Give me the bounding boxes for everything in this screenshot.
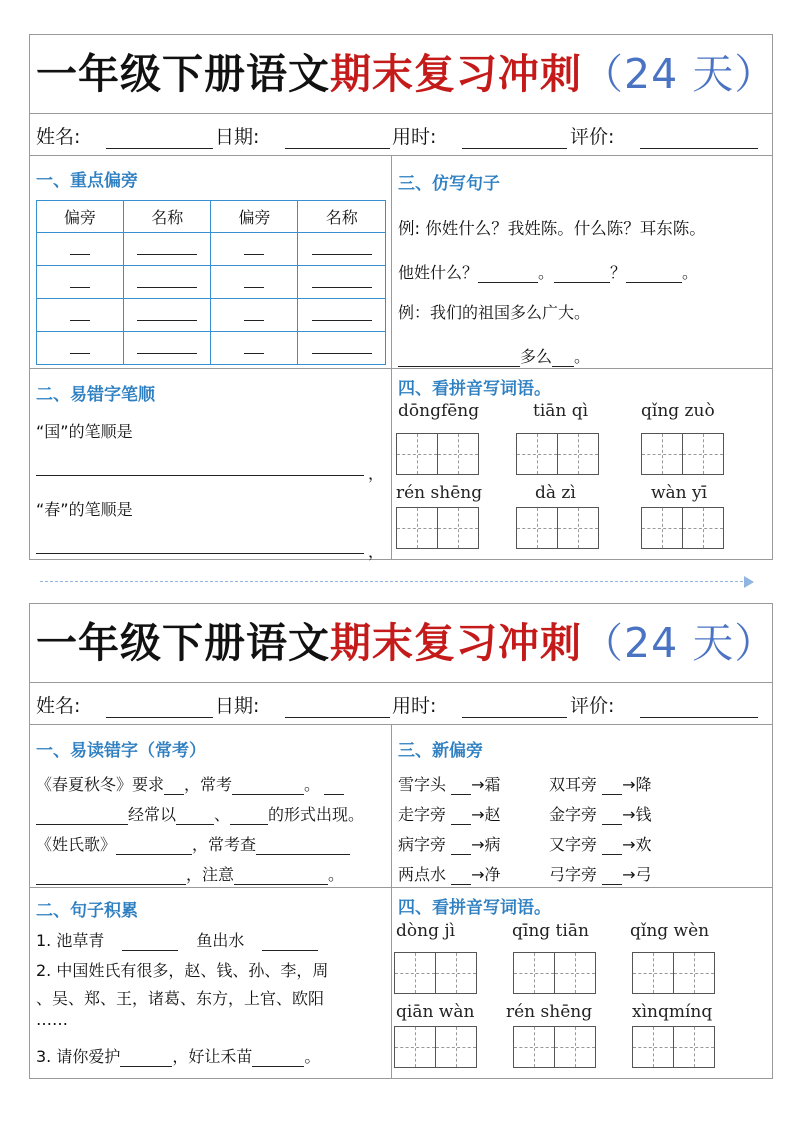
- answer-blank[interactable]: [602, 777, 622, 795]
- time-label: 用时:: [392, 695, 437, 717]
- radical-item: 走字旁 →赵: [398, 805, 501, 824]
- sentence-2-ellipsis: ……: [36, 1010, 68, 1029]
- answer-blank[interactable]: [36, 867, 186, 885]
- worksheet-title: [30, 35, 777, 114]
- answer-cell[interactable]: [211, 332, 298, 365]
- answer-cell[interactable]: [211, 299, 298, 332]
- answer-cell[interactable]: [298, 233, 386, 266]
- stroke-order-prompt: “国”的笔顺是: [36, 422, 133, 441]
- answer-blank[interactable]: [262, 933, 318, 951]
- title-red: 期末复习冲刺: [330, 50, 582, 98]
- table-row: [37, 233, 386, 266]
- name-field[interactable]: [106, 717, 213, 718]
- writing-grid[interactable]: [516, 507, 597, 549]
- answer-blank[interactable]: [164, 777, 184, 795]
- table-row: [37, 332, 386, 365]
- section-heading: 一、易读错字（常考）: [36, 741, 206, 761]
- answer-blank[interactable]: [478, 265, 538, 283]
- answer-blank[interactable]: [234, 867, 328, 885]
- comma: ，: [368, 464, 385, 483]
- worksheet-card-2: [29, 603, 777, 1079]
- radical-item: 双耳旁 →降: [549, 775, 652, 794]
- answer-blank[interactable]: [232, 777, 304, 795]
- grade-label: 评价:: [570, 126, 615, 148]
- radical-item: 雪字头 →霜: [398, 775, 501, 794]
- section-heading: 四、看拼音写词语。: [398, 379, 551, 399]
- answer-cell[interactable]: [298, 266, 386, 299]
- table-header: 偏旁: [211, 201, 298, 233]
- section-heading: 二、易错字笔顺: [36, 385, 155, 405]
- pinyin-label: dōngfēng: [398, 401, 480, 421]
- stroke-order-answer[interactable]: [36, 475, 364, 476]
- section-heading: 三、新偏旁: [398, 741, 483, 761]
- answer-cell[interactable]: [37, 332, 124, 365]
- answer-blank[interactable]: [451, 867, 471, 885]
- column-divider: [391, 724, 392, 1078]
- answer-cell[interactable]: [123, 266, 211, 299]
- radical-item: 又字旁 →欢: [549, 835, 652, 854]
- answer-cell[interactable]: [37, 299, 124, 332]
- time-field[interactable]: [462, 148, 567, 149]
- separator-dashed-line: [40, 581, 748, 582]
- answer-cell[interactable]: [211, 233, 298, 266]
- answer-cell[interactable]: [298, 299, 386, 332]
- answer-cell[interactable]: [123, 233, 211, 266]
- pinyin-label: qǐng zuò: [641, 401, 715, 421]
- pinyin-label: tiān qì: [533, 401, 589, 421]
- arrow-right-icon: [744, 576, 754, 588]
- answer-blank[interactable]: [451, 807, 471, 825]
- title-blue: （24 天）: [582, 50, 777, 98]
- answer-cell[interactable]: [37, 233, 124, 266]
- writing-grid[interactable]: [641, 433, 722, 475]
- table-row: [37, 266, 386, 299]
- time-field[interactable]: [462, 717, 567, 718]
- writing-grid[interactable]: [632, 1026, 713, 1068]
- pinyin-label: dòng jì: [396, 921, 456, 941]
- title-red: 期末复习冲刺: [330, 619, 582, 667]
- answer-blank[interactable]: [324, 777, 344, 795]
- pinyin-label: rén shēng: [506, 1002, 593, 1022]
- name-field[interactable]: [106, 148, 213, 149]
- writing-grid[interactable]: [513, 1026, 594, 1068]
- answer-cell[interactable]: [211, 266, 298, 299]
- time-label: 用时:: [392, 126, 437, 148]
- writing-grid[interactable]: [396, 433, 477, 475]
- imitation-sentence: 他姓什么？ 。 ？ 。: [398, 263, 699, 282]
- pinyin-label: xìnqmínq: [632, 1002, 713, 1022]
- writing-grid[interactable]: [641, 507, 722, 549]
- answer-cell[interactable]: [123, 299, 211, 332]
- radical-item: 弓字旁 →弓: [549, 865, 652, 884]
- info-row: [30, 683, 772, 725]
- sentence-2: 2. 中国姓氏有很多，赵、钱、孙、李，周: [36, 961, 329, 980]
- row-divider: [30, 887, 772, 888]
- sentence-3: 3. 请你爱护 ，好让禾苗 。: [36, 1047, 321, 1066]
- pinyin-label: qiān wàn: [396, 1002, 475, 1022]
- date-field[interactable]: [285, 717, 390, 718]
- text-line: 《姓氏歌》 ，常考查: [36, 832, 350, 855]
- writing-grid[interactable]: [516, 433, 597, 475]
- text-line: 经常以 、 的形式出现。: [36, 802, 364, 825]
- table-header: 偏旁: [37, 201, 124, 233]
- radical-item: 两点水 →净: [398, 865, 501, 884]
- answer-blank[interactable]: [552, 349, 574, 367]
- sentence-1: 1. 池草青 鱼出水: [36, 928, 318, 951]
- answer-cell[interactable]: [123, 332, 211, 365]
- name-label: 姓名:: [36, 126, 81, 148]
- date-label: 日期:: [215, 126, 260, 148]
- answer-blank[interactable]: [451, 837, 471, 855]
- worksheet-card-1: [29, 34, 777, 561]
- section-heading: 一、重点偏旁: [36, 171, 138, 191]
- answer-blank[interactable]: [252, 1049, 304, 1067]
- title-blue: （24 天）: [582, 619, 777, 667]
- writing-grid[interactable]: [632, 952, 713, 994]
- date-field[interactable]: [285, 148, 390, 149]
- stroke-order-prompt: “春”的笔顺是: [36, 500, 133, 519]
- imitation-sentence: 多么 。: [398, 344, 590, 367]
- pinyin-label: qǐng wèn: [630, 921, 710, 941]
- date-label: 日期:: [215, 695, 260, 717]
- answer-cell[interactable]: [298, 332, 386, 365]
- radical-item: 金字旁 →钱: [549, 805, 652, 824]
- stroke-order-answer[interactable]: [36, 553, 364, 554]
- answer-cell[interactable]: [37, 266, 124, 299]
- answer-blank[interactable]: [176, 807, 214, 825]
- row-divider: [30, 368, 772, 369]
- title-black: 一年级下册语文: [36, 619, 330, 667]
- section-heading: 三、仿写句子: [398, 174, 500, 194]
- writing-grid[interactable]: [396, 507, 477, 549]
- answer-blank[interactable]: [626, 265, 682, 283]
- answer-blank[interactable]: [554, 265, 610, 283]
- answer-blank[interactable]: [602, 867, 622, 885]
- answer-blank[interactable]: [36, 807, 128, 825]
- name-label: 姓名:: [36, 695, 81, 717]
- table-header: 名称: [123, 201, 211, 233]
- table-row: [37, 299, 386, 332]
- answer-blank[interactable]: [120, 1049, 172, 1067]
- answer-blank[interactable]: [602, 837, 622, 855]
- radical-table: [36, 200, 386, 365]
- answer-blank[interactable]: [451, 777, 471, 795]
- pinyin-label: wàn yī: [651, 483, 708, 503]
- pinyin-label: dà zì: [535, 483, 576, 503]
- text-line: ，注意 。: [36, 862, 344, 885]
- column-divider: [391, 155, 392, 559]
- answer-blank[interactable]: [602, 807, 622, 825]
- worksheet-title: [30, 604, 777, 683]
- table-header: 名称: [298, 201, 386, 233]
- pinyin-label: rén shēng: [396, 483, 483, 503]
- radical-item: 病字旁 →病: [398, 835, 501, 854]
- info-row: [30, 114, 772, 156]
- writing-grid[interactable]: [394, 1026, 475, 1068]
- answer-blank[interactable]: [256, 837, 350, 855]
- pinyin-label: qīng tiān: [512, 921, 589, 941]
- grade-field[interactable]: [640, 148, 758, 149]
- grade-label: 评价:: [570, 695, 615, 717]
- comma: ，: [368, 542, 385, 561]
- answer-blank[interactable]: [230, 807, 268, 825]
- text-line: 《春夏秋冬》要求 ，常考 。: [36, 772, 344, 795]
- answer-blank[interactable]: [398, 349, 520, 367]
- writing-grid[interactable]: [394, 952, 475, 994]
- grade-field[interactable]: [640, 717, 758, 718]
- example-sentence: 例: 你姓什么？我姓陈。什么陈？耳东陈。: [398, 219, 706, 238]
- writing-grid[interactable]: [513, 952, 594, 994]
- section-heading: 四、看拼音写词语。: [398, 898, 551, 918]
- section-heading: 二、句子积累: [36, 901, 138, 921]
- answer-blank[interactable]: [116, 837, 192, 855]
- answer-blank[interactable]: [122, 933, 178, 951]
- title-black: 一年级下册语文: [36, 50, 330, 98]
- sentence-2-cont: 、吴、郑、王，诸葛、东方，上官、欧阳: [36, 989, 325, 1008]
- example-sentence: 例：我们的祖国多么广大。: [398, 303, 591, 322]
